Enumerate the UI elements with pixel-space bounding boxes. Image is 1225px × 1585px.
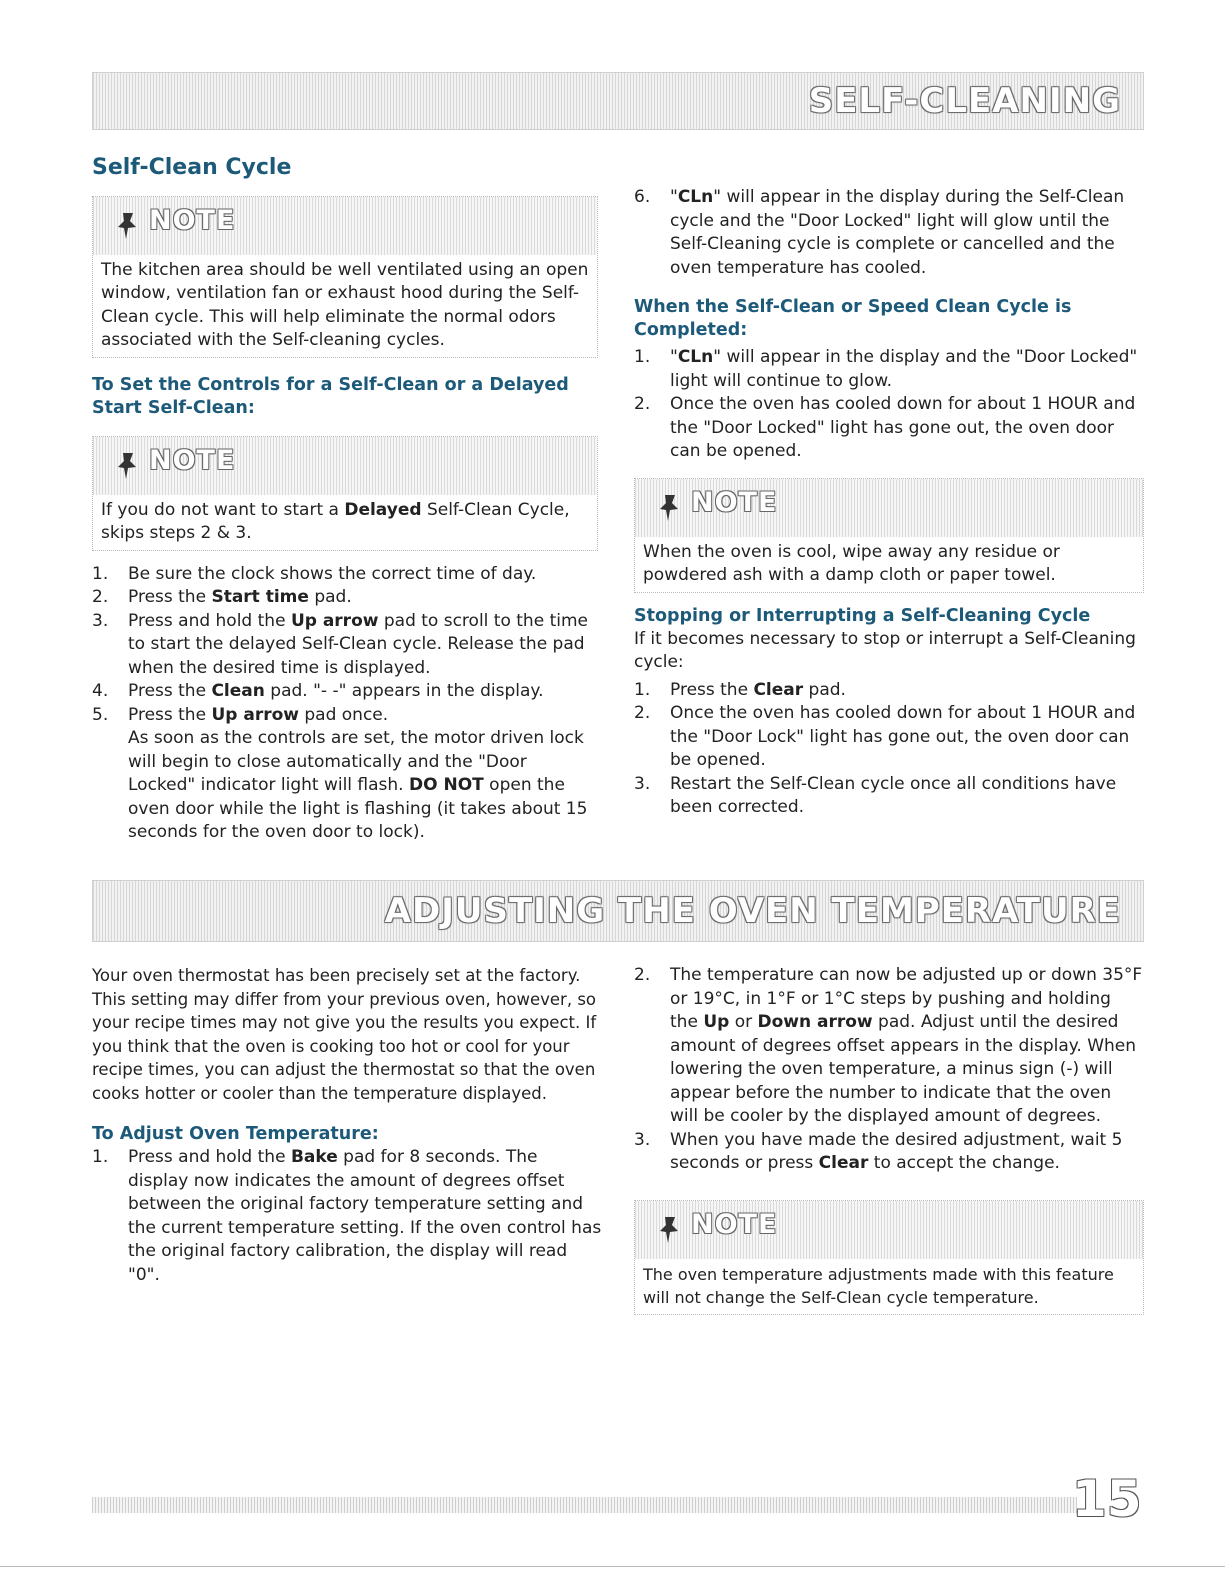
note-title: NOTE [691, 486, 778, 518]
section-banner-adjusting [92, 880, 1144, 942]
note-box-adjust [634, 1200, 1144, 1315]
section-title: Self-Clean Cycle [92, 155, 292, 180]
list-item: 3. When you have made the desired adjustment, wait 5 seconds or press Clear to accept the change. [634, 1129, 1123, 1173]
adjust-intro: Your oven thermostat has been precisely set at the factory. This setting may differ from your previous oven, however, so your recipe times may not give you the results you expect. If you think that the oven is cooking too hot or cool for your recipe times, you can adjust the thermostat so that the oven cooks hotter or cooler than the temperature displayed. [92, 966, 597, 1103]
list-item: 3. Restart the Self-Clean cycle once all conditions have been corrected. [634, 773, 1117, 817]
completed-heading: When the Self-Clean or Speed Clean Cycle is Completed: [634, 297, 1072, 340]
list-item: 4. Press the Clean pad. "- -" appears in the display. [92, 681, 544, 701]
note-text: If you do not want to start a Delayed Self-Clean Cycle, skips steps 2 & 3. [101, 499, 570, 543]
adjust-steps-left [92, 1146, 602, 1287]
pushpin-icon [657, 1215, 683, 1245]
note-text: The kitchen area should be well ventilated using an open window, ventilation fan or exhaust hood during the Self-Clean cycle. This will help eliminate the normal odors associated with the Self-cleaning cycles. [101, 259, 589, 350]
adjust-right-column [634, 964, 1144, 1327]
list-item: 1. Press and hold the Bake pad for 8 seconds. The display now indicates the amount of degrees offset between the original factory temperature setting and the current temperature setting. If the oven control has the original factory calibration, the display will read "0". [92, 1147, 602, 1285]
note-title: NOTE [691, 1208, 778, 1240]
self-clean-left-column [92, 156, 598, 853]
stopping-heading: Stopping or Interrupting a Self-Cleaning Cycle [634, 605, 1091, 626]
list-item: 2. Once the oven has cooled down for about 1 HOUR and the "Door Lock" light has gone out, the oven door can be opened. [634, 703, 1136, 770]
note-box-delayed [92, 436, 598, 551]
stopping-intro: If it becomes necessary to stop or interrupt a Self-Cleaning cycle: [634, 628, 1136, 672]
list-item: 2. Press the Start time pad. [92, 587, 352, 607]
note-box-residue [634, 478, 1144, 593]
completed-steps [634, 346, 1144, 464]
step-six [634, 186, 1144, 280]
page-number: 15 [1072, 1470, 1142, 1528]
pushpin-icon [657, 493, 683, 523]
set-controls-heading: To Set the Controls for a Self-Clean or a Delayed Start Self-Clean: [92, 374, 569, 418]
note-box-ventilation [92, 196, 598, 358]
self-clean-right-column [634, 186, 1144, 828]
adjust-steps-right [634, 964, 1144, 1176]
list-item: 2. Once the oven has cooled down for about 1 HOUR and the "Door Locked" light has gone out, the oven door can be opened. [634, 394, 1136, 461]
list-item: 5. Press the Up arrow pad once. As soon as the controls are set, the motor driven lock will begin to close automatically and the "Door Locked" indicator light will flash. DO NOT open the oven door while the light is flashing (it takes about 15 seconds for the oven door to lock). [92, 704, 588, 842]
list-item: 6. "CLn" will appear in the display during the Self-Clean cycle and the "Door Locked" light will glow until the Self-Cleaning cycle is complete or cancelled and the oven temperature has cooled. [634, 187, 1125, 278]
banner-title: SELF-CLEANING [808, 81, 1121, 121]
note-text: The oven temperature adjustments made with this feature will not change the Self-Clean cycle temperature. [643, 1264, 1114, 1307]
pushpin-icon [115, 211, 141, 241]
adjust-left-column [92, 964, 602, 1295]
adjust-heading: To Adjust Oven Temperature: [92, 1124, 379, 1144]
list-item: 1. "CLn" will appear in the display and the "Door Locked" light will continue to glow. [634, 347, 1138, 391]
footer-dotted-bar [92, 1497, 1077, 1513]
list-item: 3. Press and hold the Up arrow pad to scroll to the time to start the delayed Self-Clean cycle. Release the pad when the desired time is displayed. [92, 610, 588, 678]
list-item: 1. Be sure the clock shows the correct time of day. [92, 563, 537, 584]
bottom-rule [0, 1566, 1225, 1567]
banner-title: ADJUSTING THE OVEN TEMPERATURE [384, 891, 1121, 931]
stopping-steps [634, 679, 1144, 820]
pushpin-icon [115, 451, 141, 481]
list-item: 2. The temperature can now be adjusted up or down 35°F or 19°C, in 1°F or 1°C steps by pushing and holding the Up or Down arrow pad. Adjust until the desired amount of degrees offset appears in the display. When lowering the oven temperature, a minus sign (-) will appear before the number to indicate that the oven will be cooler by the displayed amount of degrees. [634, 965, 1143, 1126]
note-title: NOTE [149, 204, 236, 236]
note-title: NOTE [149, 444, 236, 476]
set-controls-steps [92, 563, 598, 845]
list-item: 1. Press the Clear pad. [634, 679, 846, 700]
step5-detail: As soon as the controls are set, the motor driven lock will begin to close automatically and the "Door Locked" indicator light will flash. DO NOT open the oven door while the light is flashing (it takes about 15 seconds for the oven door to lock). [128, 728, 588, 842]
note-text: When the oven is cool, wipe away any residue or powdered ash with a damp cloth or paper towel. [643, 541, 1060, 585]
section-banner-self-cleaning [92, 72, 1144, 130]
